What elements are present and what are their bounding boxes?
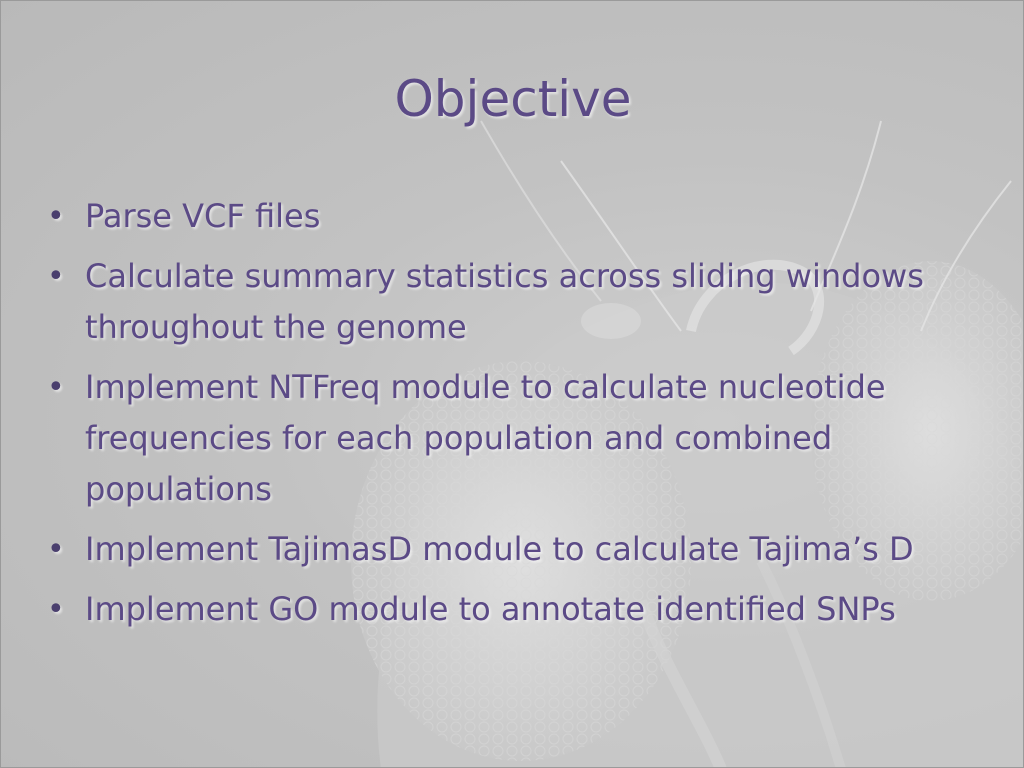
bullet-dot-icon: • <box>47 199 65 234</box>
bullet-list <box>45 191 995 644</box>
slide-title: Objective <box>394 70 632 128</box>
bullet-text: Calculate summary statistics across sliding windows throughout the genome <box>85 257 924 346</box>
bullet-text: Implement TajimasD module to calculate Tajima’s D <box>85 530 914 568</box>
bullet-item <box>45 524 995 575</box>
bullet-dot-icon: • <box>47 532 65 567</box>
bullet-dot-icon: • <box>47 592 65 627</box>
bullet-text: Implement GO module to annotate identified SNPs <box>85 590 896 628</box>
bullet-dot-icon: • <box>47 370 65 405</box>
bullet-dot-icon: • <box>47 259 65 294</box>
bullet-item <box>45 362 995 515</box>
bullet-text: Implement NTFreq module to calculate nucleotide frequencies for each population and combined populations <box>85 368 886 508</box>
bullet-item <box>45 584 995 635</box>
bullet-item <box>45 191 995 242</box>
bullet-text: Parse VCF files <box>85 197 321 235</box>
bullet-item <box>45 251 995 353</box>
